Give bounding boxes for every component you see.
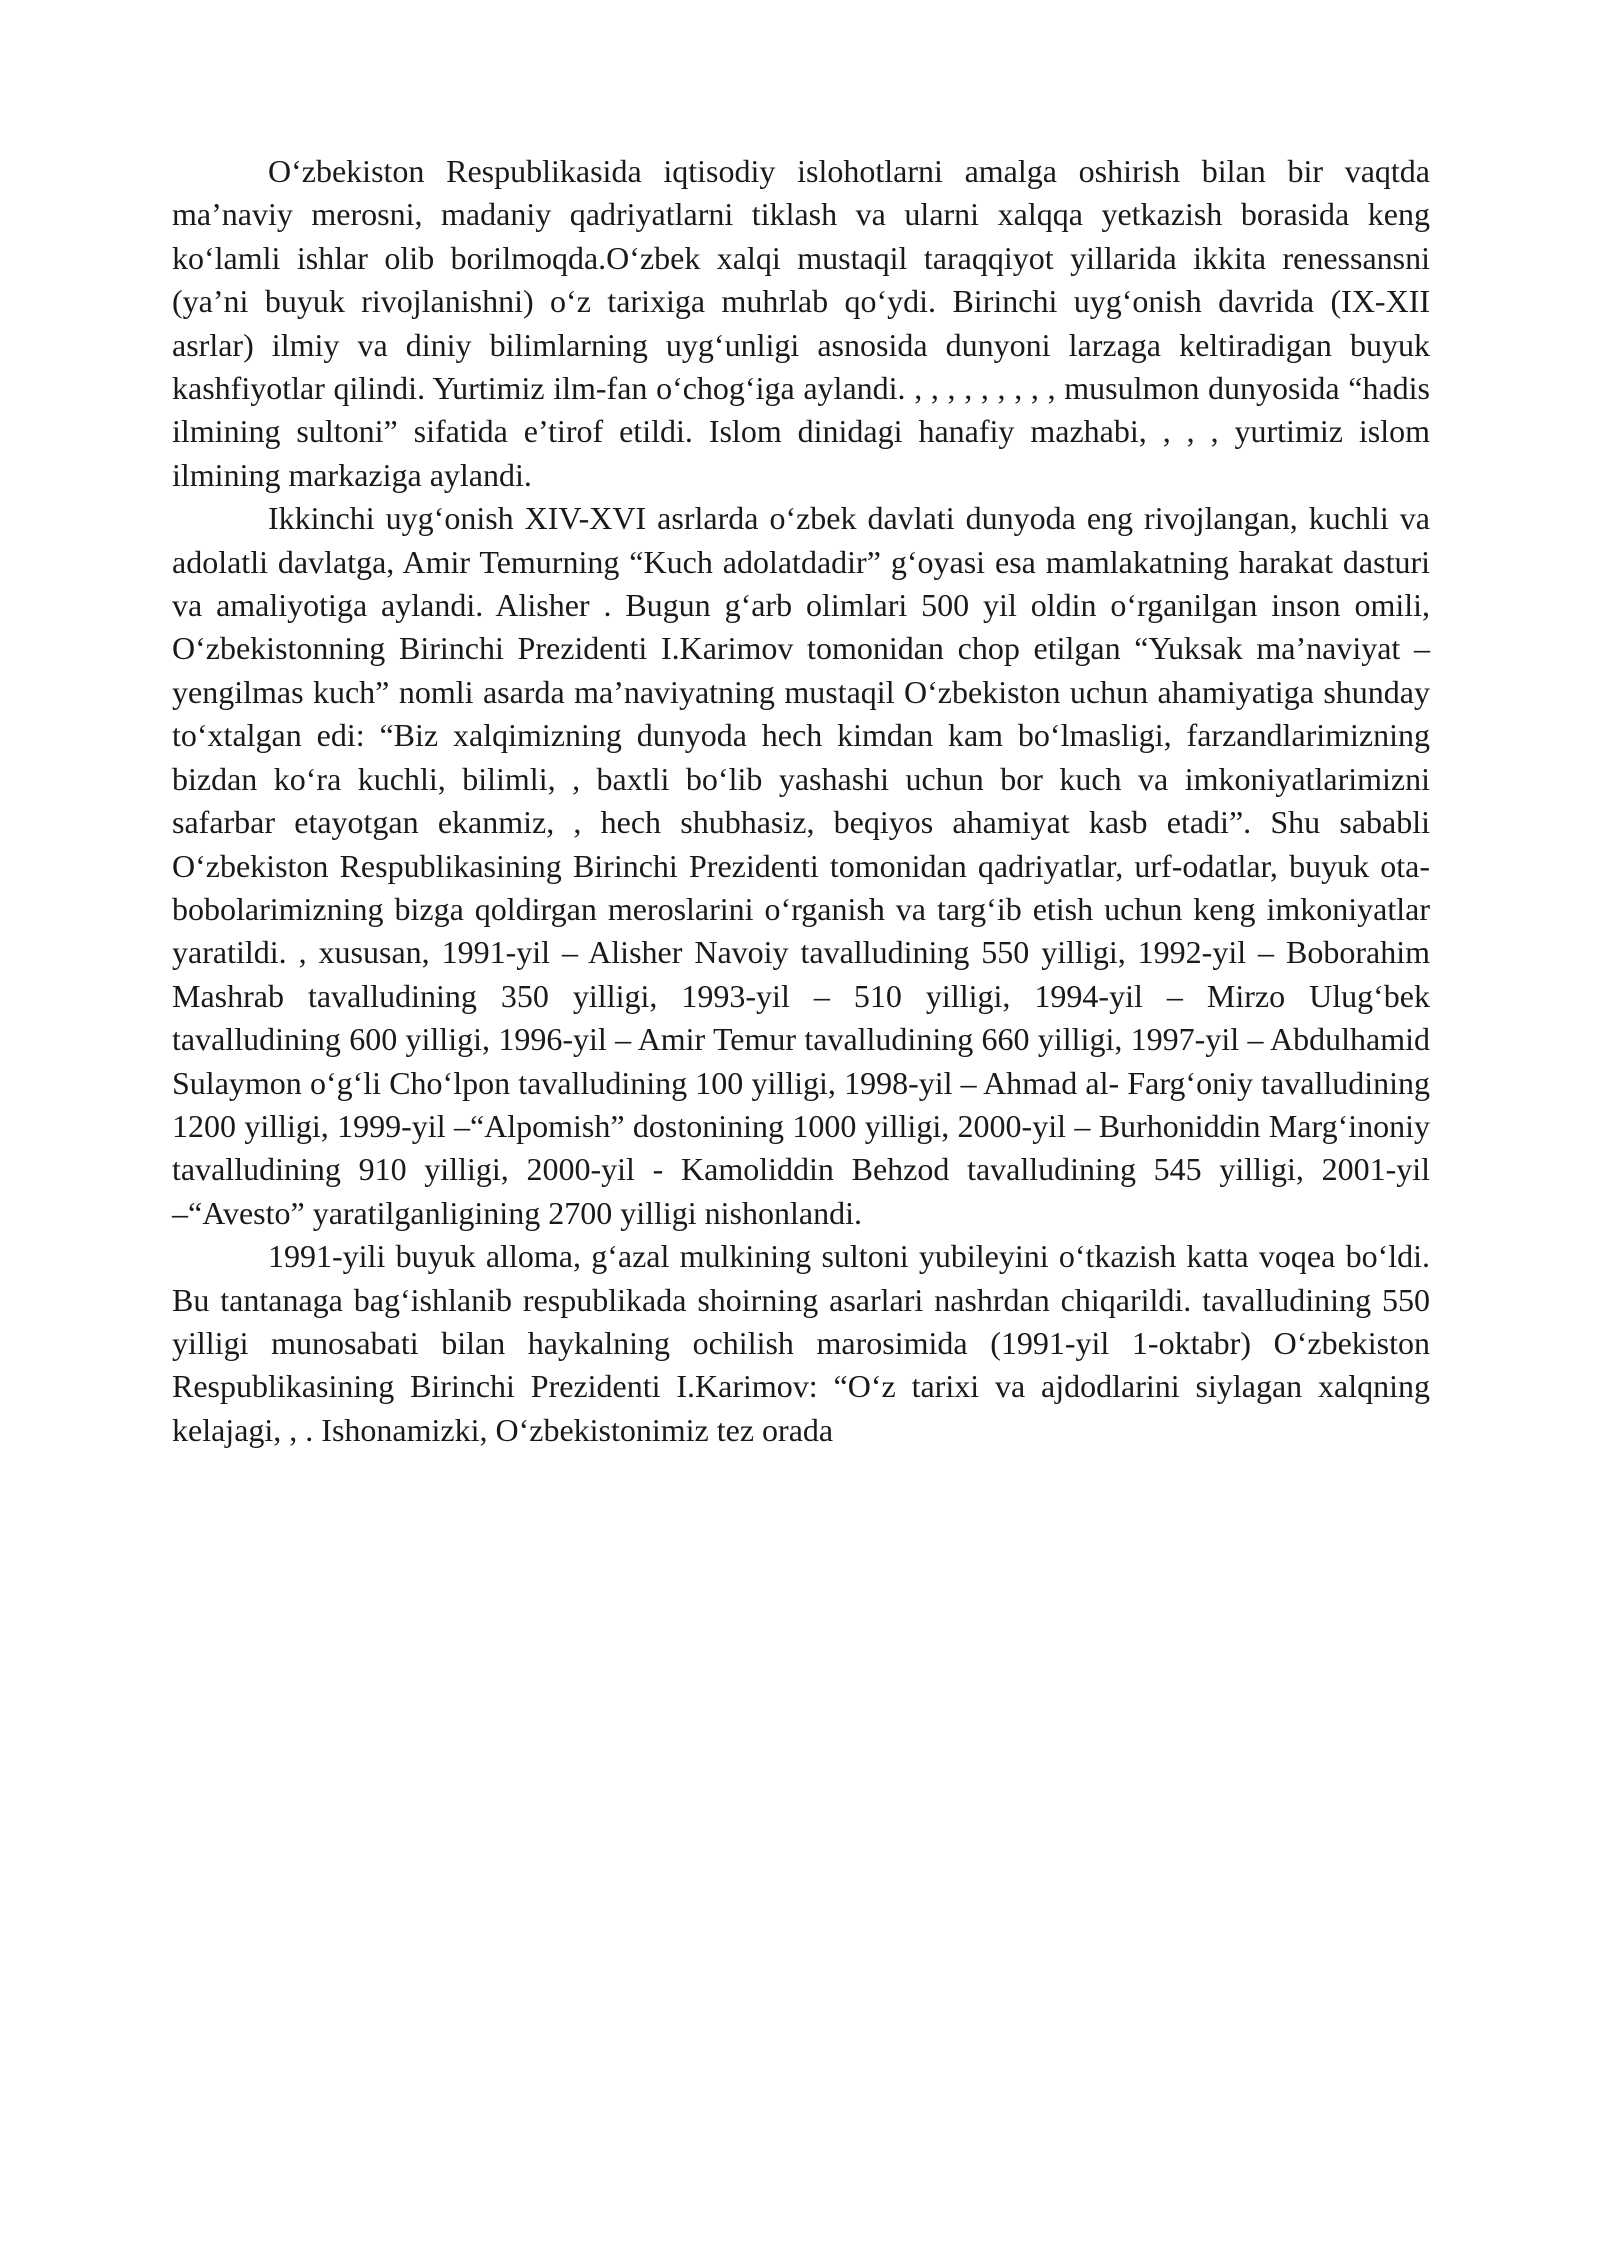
paragraph-3: 1991-yili buyuk alloma, g‘azal mulkining sultoni yubileyini o‘tkazish katta voqea bo‘ldi. Bu tantanaga bag‘ishlanib respublikada shoirning asarlari nashrdan chiqarildi. tavalludining 550 yilligi munosabati bilan haykalning ochilish marosimida (1991-yil 1-oktabr) O‘zbekiston Respublikasining Birinchi Prezidenti I.Karimov: “O‘z tarixi va ajdodlarini siylagan xalqning kelajagi, , . Ishonamizki, O‘zbekistonimiz tez orada <box>172 1238 1430 1448</box>
document-body <box>172 150 1430 1452</box>
paragraph-1: O‘zbekiston Respublikasida iqtisodiy islohotlarni amalga oshirish bilan bir vaqtda ma’naviy merosni, madaniy qadriyatlarni tiklash va ularni xalqqa yetkazish borasida keng ko‘lamli ishlar olib borilmoqda.O‘zbek xalqi mustaqil taraqqiyot yillarida ikkita renessansni (ya’ni buyuk rivojlanishni) o‘z tarixiga muhrlab qo‘ydi. Birinchi uyg‘onish davrida (IX-XII asrlar) ilmiy va diniy bilimlarning uyg‘unligi asnosida dunyoni larzaga keltiradigan buyuk kashfiyotlar qilindi. Yurtimiz ilm-fan o‘chog‘iga aylandi. , , , , , , , , , musulmon dunyosida “hadis ilmining sultoni” sifatida e’tirof etildi. Islom dinidagi hanafiy mazhabi, , , , yurtimiz islom ilmining markaziga aylandi. <box>172 153 1430 493</box>
paragraph-2: Ikkinchi uyg‘onish XIV-XVI asrlarda o‘zbek davlati dunyoda eng rivojlangan, kuchli va adolatli davlatga, Amir Temurning “Kuch adolatdadir” g‘oyasi esa mamlakatning harakat dasturi va amaliyotiga aylandi. Alisher . Bugun g‘arb olimlari 500 yil oldin o‘rganilgan inson omili, O‘zbekistonning Birinchi Prezidenti I.Karimov tomonidan chop etilgan “Yuksak ma’naviyat – yengilmas kuch” nomli asarda ma’naviyatning mustaqil O‘zbekiston uchun ahamiyatiga shunday to‘xtalgan edi: “Biz xalqimizning dunyoda hech kimdan kam bo‘lmasligi, farzandlarimizning bizdan ko‘ra kuchli, bilimli, , baxtli bo‘lib yashashi uchun bor kuch va imkoniyatlarimizni safarbar etayotgan ekanmiz, , hech shubhasiz, beqiyos ahamiyat kasb etadi”. Shu sababli O‘zbekiston Respublikasining Birinchi Prezidenti tomonidan qadriyatlar, urf-odatlar, buyuk ota-bobolarimizning bizga qoldirgan meroslarini o‘rganish va targ‘ib etish uchun keng imkoniyatlar yaratildi. , xususan, 1991-yil – Alisher Navoiy tavalludining 550 yilligi, 1992-yil – Boborahim Mashrab tavalludining 350 yilligi, 1993-yil – 510 yilligi, 1994-yil – Mirzo Ulug‘bek tavalludining 600 yilligi, 1996-yil – Amir Temur tavalludining 660 yilligi, 1997-yil – Abdulhamid Sulaymon o‘g‘li Cho‘lpon tavalludining 100 yilligi, 1998-yil – Ahmad al- Farg‘oniy tavalludining 1200 yilligi, 1999-yil –“Alpomish” dostonining 1000 yilligi, 2000-yil – Burhoniddin Marg‘inoniy tavalludining 910 yilligi, 2000-yil - Kamoliddin Behzod tavalludining 545 yilligi, 2001-yil –“Avesto” yaratilganligining 2700 yilligi nishonlandi. <box>172 500 1430 1231</box>
